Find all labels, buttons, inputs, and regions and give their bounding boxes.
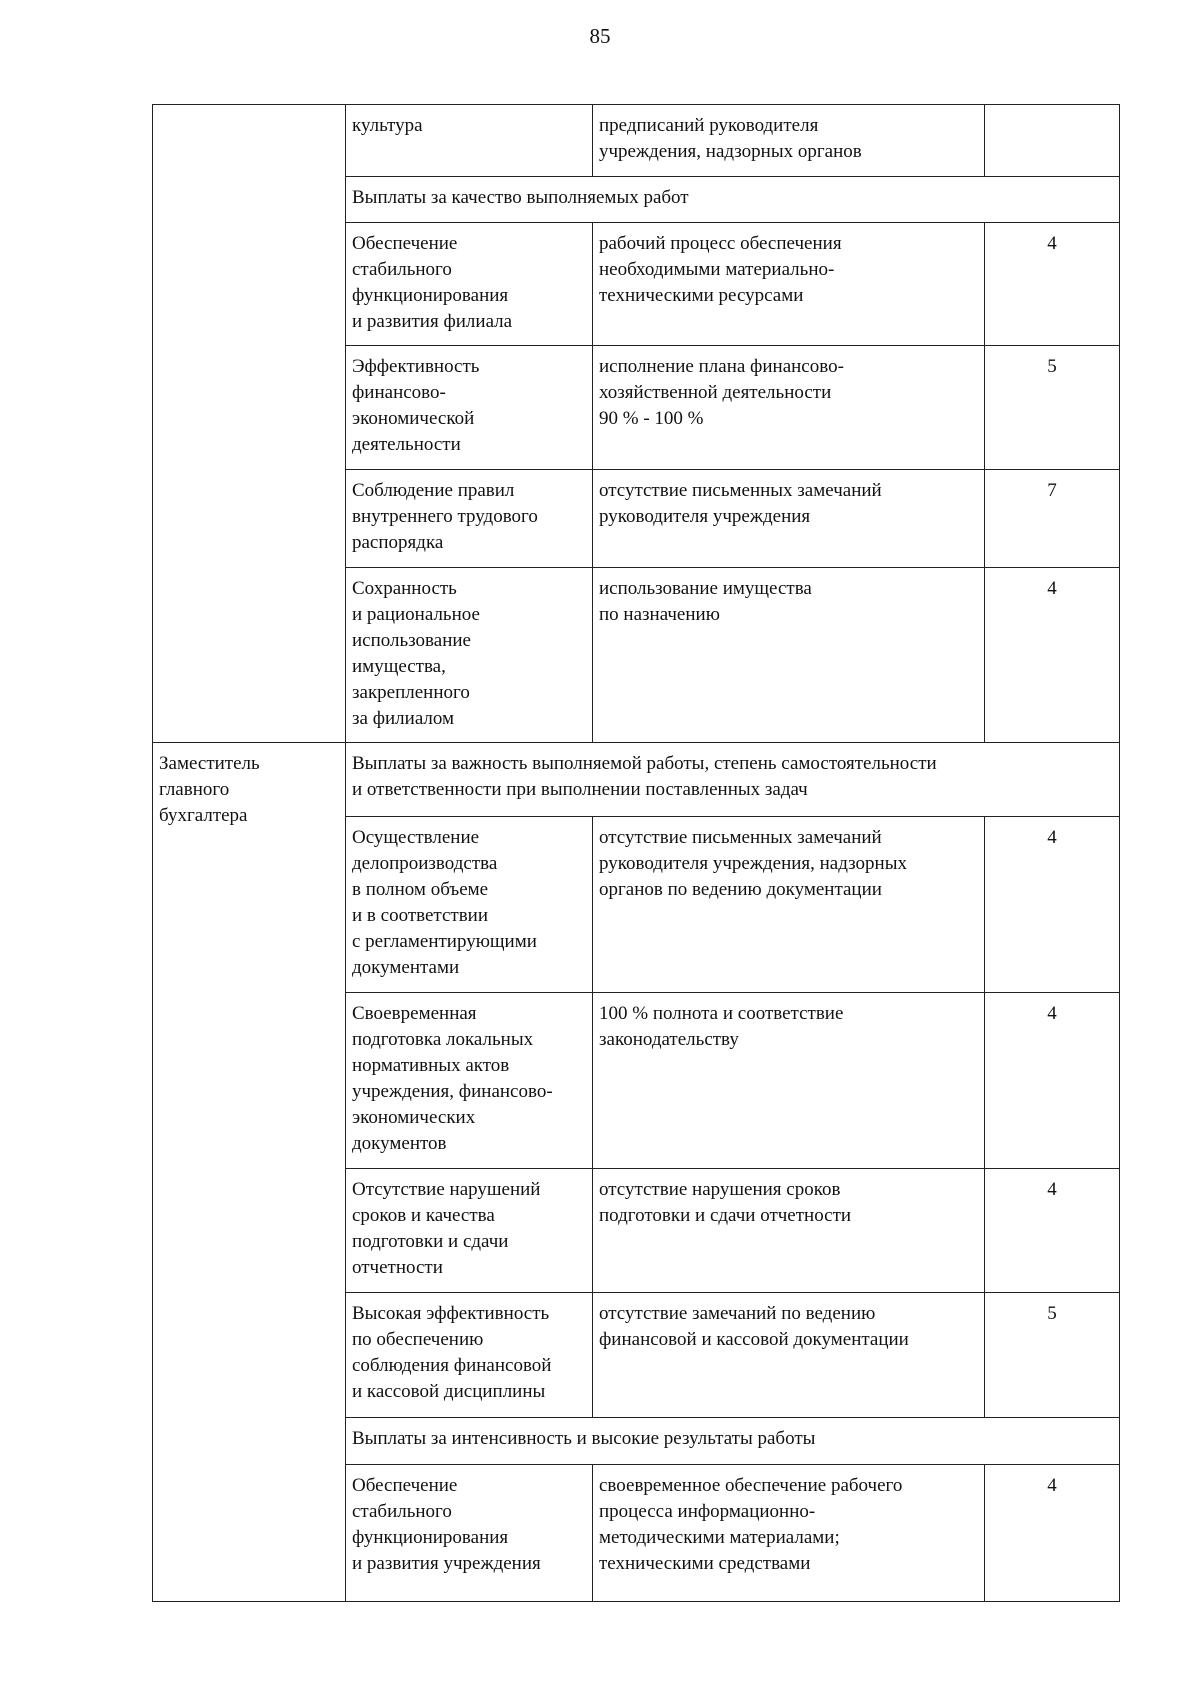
points-cell: 4: [985, 993, 1120, 1169]
condition-cell: использование имущества по назначению: [593, 568, 985, 743]
condition-cell: исполнение плана финансово- хозяйственной деятельности 90 % - 100 %: [593, 346, 985, 470]
condition-cell: рабочий процесс обеспечения необходимыми материально- техническими ресурсами: [593, 223, 985, 346]
criterion-cell: Осуществление делопроизводства в полном объеме и в соответствии с регламентирующими документами: [346, 817, 593, 993]
points-cell: 4: [985, 1169, 1120, 1293]
section-heading: Выплаты за интенсивность и высокие результаты работы: [346, 1418, 1120, 1465]
points-cell: [985, 105, 1120, 177]
condition-cell: предписаний руководителя учреждения, надзорных органов: [593, 105, 985, 177]
payments-criteria-table: [152, 104, 1120, 1602]
criterion-cell: Своевременная подготовка локальных нормативных актов учреждения, финансово- экономических документов: [346, 993, 593, 1169]
condition-cell: 100 % полнота и соответствие законодательству: [593, 993, 985, 1169]
points-cell: 4: [985, 568, 1120, 743]
condition-cell: отсутствие нарушения сроков подготовки и сдачи отчетности: [593, 1169, 985, 1293]
section-row: [153, 743, 1120, 817]
section-heading: Выплаты за качество выполняемых работ: [346, 177, 1120, 223]
points-cell: 5: [985, 1293, 1120, 1418]
condition-cell: отсутствие письменных замечаний руководителя учреждения, надзорных органов по ведению документации: [593, 817, 985, 993]
page-number: 85: [589, 24, 611, 48]
criterion-cell: Высокая эффективность по обеспечению соблюдения финансовой и кассовой дисциплины: [346, 1293, 593, 1418]
table-row: [153, 105, 1120, 177]
position-title: Заместитель главного бухгалтера: [153, 743, 346, 1602]
criterion-cell: Эффективность финансово- экономической деятельности: [346, 346, 593, 470]
condition-cell: отсутствие письменных замечаний руководителя учреждения: [593, 470, 985, 568]
points-cell: 4: [985, 1465, 1120, 1602]
condition-cell: отсутствие замечаний по ведению финансовой и кассовой документации: [593, 1293, 985, 1418]
criterion-cell: Обеспечение стабильного функционирования и развития учреждения: [346, 1465, 593, 1602]
criterion-cell: культура: [346, 105, 593, 177]
criterion-cell: Обеспечение стабильного функционирования и развития филиала: [346, 223, 593, 346]
criterion-cell: Соблюдение правил внутреннего трудового распорядка: [346, 470, 593, 568]
points-cell: 7: [985, 470, 1120, 568]
points-cell: 4: [985, 223, 1120, 346]
criterion-cell: Сохранность и рациональное использование имущества, закрепленного за филиалом: [346, 568, 593, 743]
section-heading: Выплаты за важность выполняемой работы, степень самостоятельности и ответственности при выполнении поставленных задач: [346, 743, 1120, 817]
condition-cell: своевременное обеспечение рабочего процесса информационно- методическими материалами; техническими средствами: [593, 1465, 985, 1602]
criterion-cell: Отсутствие нарушений сроков и качества подготовки и сдачи отчетности: [346, 1169, 593, 1293]
points-cell: 4: [985, 817, 1120, 993]
position-title: [153, 105, 346, 743]
points-cell: 5: [985, 346, 1120, 470]
